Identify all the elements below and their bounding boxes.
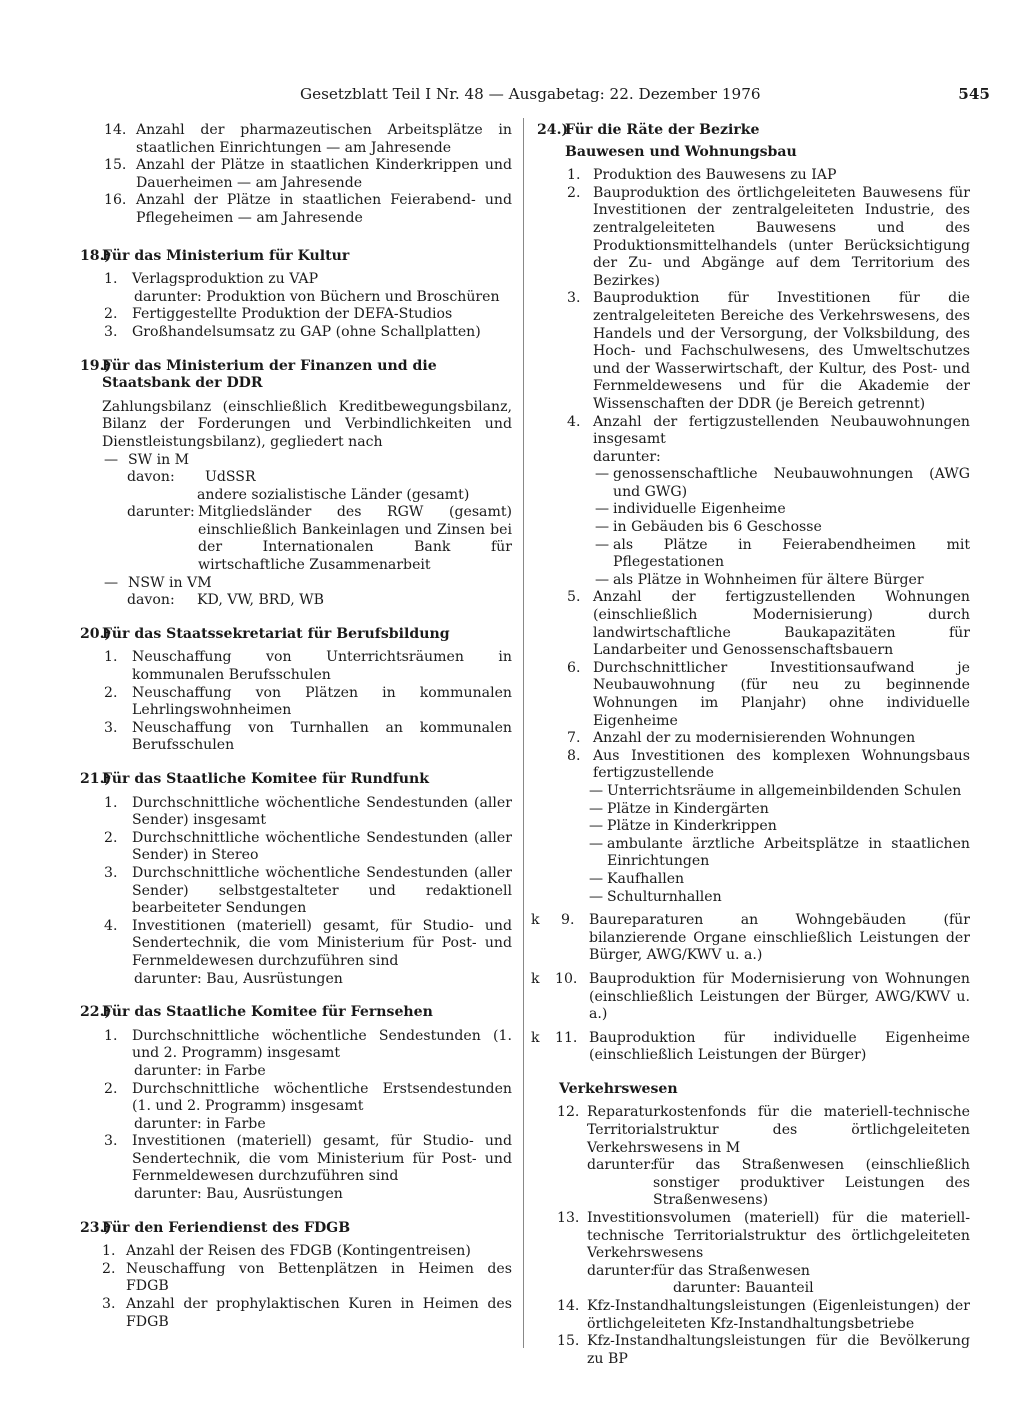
item-text: Neuschaffung von Bettenplätzen in Heimen des FDGB [126, 1260, 512, 1295]
section-title [80, 626, 512, 644]
row-text: UdSSR [205, 469, 256, 486]
continued-list [80, 122, 512, 228]
list-item [531, 912, 970, 965]
item-text: Anzahl der zu modernisierenden Wohnungen [593, 730, 916, 747]
item-text: Durchschnittliche wöchentliche Sendestunden (1. und 2. Programm) insgesamt [132, 1027, 512, 1062]
item-text: NSW in VM [128, 574, 212, 591]
dash-item [537, 818, 970, 836]
dash-item [537, 871, 970, 889]
list-item [80, 157, 512, 192]
item-text: Baureparaturen an Wohngebäuden (für bilanzierende Organe einschließlich Leistungen der Bürger, AWG/KWV u. a.) [589, 912, 970, 964]
dash-item [80, 575, 512, 593]
list-item [537, 730, 970, 748]
left-column [80, 122, 512, 1331]
item-text: Unterrichtsräume in allgemeinbildenden Schulen [607, 782, 962, 799]
list-item [80, 1081, 512, 1116]
page-number: 545 [958, 85, 990, 103]
list-item [80, 122, 512, 157]
list-item [537, 1333, 970, 1368]
right-column [531, 122, 970, 1368]
section-number: 22.) [80, 1004, 112, 1021]
list-item [80, 918, 512, 971]
section-number: 20.) [80, 625, 112, 642]
item-number: 14. [557, 1298, 580, 1314]
list-item [537, 1210, 970, 1263]
item-number: 3. [104, 1133, 118, 1150]
darunter-row [537, 1263, 970, 1281]
list-item [537, 660, 970, 730]
item-text: genossenschaftliche Neubauwohnungen (AWG und GWG) [613, 466, 970, 500]
dash-item [537, 889, 970, 907]
item-text: Kfz-Instandhaltungsleistungen für die Bevölkerung zu BP [587, 1333, 970, 1367]
item-number: 11. [555, 1029, 578, 1046]
item-text: Anzahl der Plätze in staatlichen Kinderkrippen und Dauerheimen — am Jahresende [136, 157, 512, 191]
list-item [80, 795, 512, 830]
section-heading: Für den Feriendienst des FDGB [102, 1219, 351, 1236]
dash-mark: — [595, 501, 610, 518]
item-text: Bauproduktion für Modernisierung von Wohnungen (einschließlich Leistungen der Bürger, AWG/KWV u. a.) [589, 970, 970, 1023]
section-20 [80, 626, 512, 755]
list-item [80, 1261, 512, 1296]
list-item [80, 685, 512, 720]
row-label: darunter: [587, 1157, 655, 1174]
row-label: darunter: [587, 1262, 655, 1279]
dash-mark: — [589, 818, 604, 835]
item-text: Neuschaffung von Turnhallen an kommunalen Berufsschulen [132, 719, 512, 754]
item-number: 1. [104, 1027, 118, 1044]
dash-mark: — [595, 571, 610, 588]
row-text: Mitgliedsländer des RGW (gesamt) einschließlich Bankeinlagen und Zinsen bei der Internationalen Bank für wirtschaftliche Zusammenarbeit [198, 504, 512, 574]
dash-mark: — [589, 888, 604, 905]
row-label: davon: [127, 592, 175, 609]
header-title: Gesetzblatt Teil I Nr. 48 — Ausgabetag: 22. Dezember 1976 [300, 85, 761, 103]
item-number: 3. [104, 864, 118, 881]
item-number: 7. [567, 730, 581, 747]
dash-mark: — [104, 451, 119, 468]
k-marker: k [531, 970, 540, 987]
dash-mark: — [589, 800, 604, 817]
item-number: 1. [102, 1243, 116, 1260]
list-item [537, 167, 970, 185]
column-divider [523, 118, 524, 1348]
item-text: Neuschaffung von Plätzen in kommunalen Lehrlingswohnheimen [132, 684, 512, 719]
sub-label: darunter: [593, 448, 661, 465]
item-text: Investitionen (materiell) gesamt, für Studio- und Sendertechnik, die vom Ministerium für Post- und Fernmeldewesen durchzuführen sind [132, 917, 512, 969]
item-text: Investitionen (materiell) gesamt, für Studio- und Sendertechnik, die vom Ministerium für Post- und Fernmeldewesen durchzuführen sind [132, 1133, 512, 1185]
item-text: Bauproduktion für individuelle Eigenheime (einschließlich Leistungen der Bürger) [589, 1029, 970, 1064]
davon-row [80, 487, 512, 505]
item-number: 4. [567, 413, 581, 430]
row-label: davon: [127, 469, 175, 486]
item-text: Schulturnhallen [607, 888, 722, 905]
item-number: 1. [104, 271, 118, 288]
sub-item: darunter: in Farbe [134, 1062, 266, 1079]
dash-item [537, 801, 970, 819]
list-item [80, 1296, 512, 1331]
list-item [80, 192, 512, 227]
item-text: Neuschaffung von Unterrichtsräumen in kommunalen Berufsschulen [132, 649, 512, 684]
item-number: 2. [567, 184, 581, 201]
darunter-row [537, 1157, 970, 1210]
subsection-heading: Verkehrswesen [559, 1080, 678, 1097]
list-item [80, 720, 512, 755]
section-title [80, 1220, 512, 1238]
list-item [80, 1133, 512, 1186]
list-item [537, 589, 970, 659]
item-text: Produktion des Bauwesens zu IAP [593, 167, 837, 184]
list-item [80, 306, 512, 324]
list-item [80, 324, 512, 342]
list-item [531, 1029, 970, 1065]
item-number: 1. [104, 649, 118, 666]
dash-item [537, 836, 970, 871]
item-number: 13. [557, 1210, 580, 1227]
item-text: Anzahl der pharmazeutischen Arbeitsplätze in staatlichen Einrichtungen — am Jahresende [136, 122, 512, 156]
item-text: Reparaturkostenfonds für die materiell-technische Territorialstruktur des örtlichgeleiteten Verkehrswesens in M [587, 1104, 970, 1156]
dash-mark: — [595, 466, 610, 483]
item-text: Durchschnittlicher Investitionsaufwand je Neubauwohnung (für neu zu beginnende Wohnungen im Planjahr) ohne individuelle Eigenheime [593, 659, 970, 729]
list-item [537, 290, 970, 413]
item-text: als Plätze in Wohnheimen für ältere Bürger [613, 571, 924, 588]
item-text: Kfz-Instandhaltungsleistungen (Eigenleistungen) der örtlichgeleiteten Kfz-Instandhaltungsbetriebe [587, 1298, 970, 1332]
dash-mark: — [589, 870, 604, 887]
item-text: ambulante ärztliche Arbeitsplätze in staatlichen Einrichtungen [607, 835, 970, 870]
item-text: in Gebäuden bis 6 Geschosse [613, 519, 822, 536]
item-text: Investitionsvolumen (materiell) für die materiell-technische Territorialstruktur des örtlichgeleiteten Verkehrswesens [587, 1210, 970, 1262]
item-text: Durchschnittliche wöchentliche Erstsendestunden (1. und 2. Programm) insgesamt [132, 1080, 512, 1115]
item-number: 2. [104, 684, 118, 701]
item-number: 3. [102, 1296, 116, 1313]
item-text: Verlagsproduktion zu VAP [132, 271, 319, 288]
section-number: 21.) [80, 771, 112, 787]
item-number: 2. [102, 1260, 116, 1277]
section-heading: Für das Ministerium der Finanzen und die Staatsbank der DDR [102, 357, 437, 392]
section-24 [531, 122, 970, 1368]
dash-mark: — [104, 574, 119, 591]
section-21 [80, 771, 512, 988]
davon-row [80, 592, 512, 610]
row-text: andere sozialistische Länder (gesamt) [197, 486, 470, 503]
item-number: 3. [567, 290, 581, 307]
list-item [80, 649, 512, 684]
sub-item: darunter: Bau, Ausrüstungen [134, 1186, 343, 1203]
item-number: 3. [104, 323, 118, 340]
item-number: 12. [557, 1104, 580, 1121]
item-text: Anzahl der prophylaktischen Kuren in Heimen des FDGB [126, 1296, 512, 1330]
sub-item: darunter: Produktion von Büchern und Broschüren [134, 288, 500, 305]
list-item [537, 748, 970, 783]
list-item [80, 1243, 512, 1261]
row-text: für das Straßenwesen (einschließlich sonstiger produktiver Leistungen des Straßenwesens) [653, 1157, 970, 1209]
section-title [537, 122, 970, 140]
row-text: für das Straßenwesen [653, 1262, 810, 1279]
section-heading: Für das Staatliche Komitee für Rundfunk [102, 771, 430, 787]
dash-item [537, 537, 970, 572]
item-number: 1. [104, 794, 118, 811]
item-text: Kaufhallen [607, 870, 685, 887]
item-number: 3. [104, 719, 118, 736]
sub-item: darunter: Bauanteil [673, 1280, 814, 1297]
item-text: als Plätze in Feierabendheimen mit Pflegestationen [613, 536, 970, 571]
subsection-heading: Bauwesen und Wohnungsbau [565, 143, 797, 160]
item-number: 9. [561, 912, 575, 929]
dash-mark: — [595, 536, 610, 553]
item-text: Anzahl der fertigzustellenden Neubauwohnungen insgesamt [593, 413, 970, 448]
dash-item [537, 466, 970, 501]
dash-mark: — [595, 519, 610, 536]
item-text: Bauproduktion für Investitionen für die zentralgeleiteten Bereiche des Verkehrswesens, des Handels und der Versorgung, der Volksbildung, des Hoch- und Fachschulwesens, des Umweltschutzes und der Wasserwirtschaft, der Kultur, des Post- und Fernmeldewesens und für die Akademie der Wissenschaften der DDR (je Bereich getrennt) [593, 290, 970, 412]
darunter-row [80, 504, 512, 574]
dash-mark: — [589, 835, 604, 852]
item-text: individuelle Eigenheime [613, 501, 786, 518]
item-text: Fertiggestellte Produktion der DEFA-Studios [132, 306, 453, 323]
item-text: Durchschnittliche wöchentliche Sendestunden (aller Sender) selbstgestalteter und redaktionell bearbeiteter Sendungen [132, 864, 512, 917]
item-number: 1. [567, 167, 581, 184]
item-text: Bauproduktion des örtlichgeleiteten Bauwesens für Investitionen der zentralgeleiteten Industrie, des zentralgeleiteten Bauwesens und des Produktionsmittelhandels (unter Berücksichtigung der Zu- und Abgänge auf dem Territorium des Bezirkes) [593, 184, 970, 289]
item-text: Anzahl der Plätze in staatlichen Feierabend- und Pflegeheimen — am Jahresende [136, 192, 512, 226]
section-number: 19.) [80, 357, 112, 374]
row-text: KD, VW, BRD, WB [197, 592, 325, 609]
list-item [80, 271, 512, 289]
item-number: 15. [104, 157, 127, 174]
section-title [80, 1004, 512, 1022]
section-number: 23.) [80, 1219, 112, 1236]
item-number: 10. [555, 970, 578, 987]
k-marker: k [531, 1029, 540, 1046]
list-item [537, 1298, 970, 1333]
row-label: darunter: [127, 504, 195, 521]
section-title [80, 358, 512, 393]
item-number: 15. [557, 1333, 580, 1350]
item-text: Anzahl der fertigzustellenden Wohnungen (einschließlich Modernisierung) durch landwirtschaftliche Baukapazitäten für Landarbeiter und Genossenschaftsbauern [593, 589, 970, 659]
item-number: 8. [567, 747, 581, 764]
section-18 [80, 248, 512, 342]
section-22 [80, 1004, 512, 1204]
item-number: 5. [567, 589, 581, 606]
list-item [537, 1104, 970, 1157]
item-number: 2. [104, 306, 118, 323]
dash-item [537, 572, 970, 590]
sub-item: darunter: Bau, Ausrüstungen [134, 970, 343, 987]
item-text: Großhandelsumsatz zu GAP (ohne Schallplatten) [132, 323, 481, 340]
item-text: Durchschnittliche wöchentliche Sendestunden (aller Sender) insgesamt [132, 794, 512, 829]
list-item [80, 1028, 512, 1063]
list-item [80, 865, 512, 918]
item-text: Durchschnittliche wöchentliche Sendestunden (aller Sender) in Stereo [132, 829, 512, 864]
item-text: SW in M [128, 451, 190, 468]
section-number: 24.) [537, 122, 569, 138]
item-text: Anzahl der Reisen des FDGB (Kontingentreisen) [126, 1243, 471, 1260]
list-item [537, 414, 970, 449]
section-number: 18.) [80, 247, 112, 264]
list-item [537, 185, 970, 291]
sub-item: darunter: in Farbe [134, 1115, 266, 1132]
item-text: Plätze in Kindergärten [607, 800, 769, 817]
davon-row [80, 469, 512, 487]
dash-mark: — [589, 782, 604, 799]
dash-item [80, 452, 512, 470]
dash-item [537, 501, 970, 519]
dash-item [537, 783, 970, 801]
section-heading: Für das Staatliche Komitee für Fernsehen [102, 1004, 433, 1021]
section-heading: Für das Ministerium für Kultur [102, 247, 350, 264]
dash-item [537, 519, 970, 537]
k-marker: k [531, 912, 540, 929]
item-number: 14. [104, 122, 127, 138]
item-number: 6. [567, 659, 581, 676]
list-item [531, 970, 970, 1024]
item-text: Plätze in Kinderkrippen [607, 818, 777, 835]
item-number: 2. [104, 1080, 118, 1097]
section-text: Zahlungsbilanz (einschließlich Kreditbewegungsbilanz, Bilanz der Forderungen und Verbindlichkeiten und Dienstleistungsbilanz), gegliedert nach [102, 398, 512, 450]
section-title [80, 248, 512, 266]
page-header [300, 86, 990, 106]
section-heading: Für das Staatssekretariat für Berufsbildung [102, 625, 450, 642]
section-19 [80, 358, 512, 610]
item-number: 2. [104, 829, 118, 846]
section-heading: Für die Räte der Bezirke [565, 122, 760, 138]
item-text: Aus Investitionen des komplexen Wohnungsbaus fertigzustellende [593, 747, 970, 782]
section-title [80, 771, 512, 789]
list-item [80, 830, 512, 865]
item-number: 4. [104, 917, 118, 934]
section-23 [80, 1220, 512, 1332]
item-number: 16. [104, 192, 127, 209]
